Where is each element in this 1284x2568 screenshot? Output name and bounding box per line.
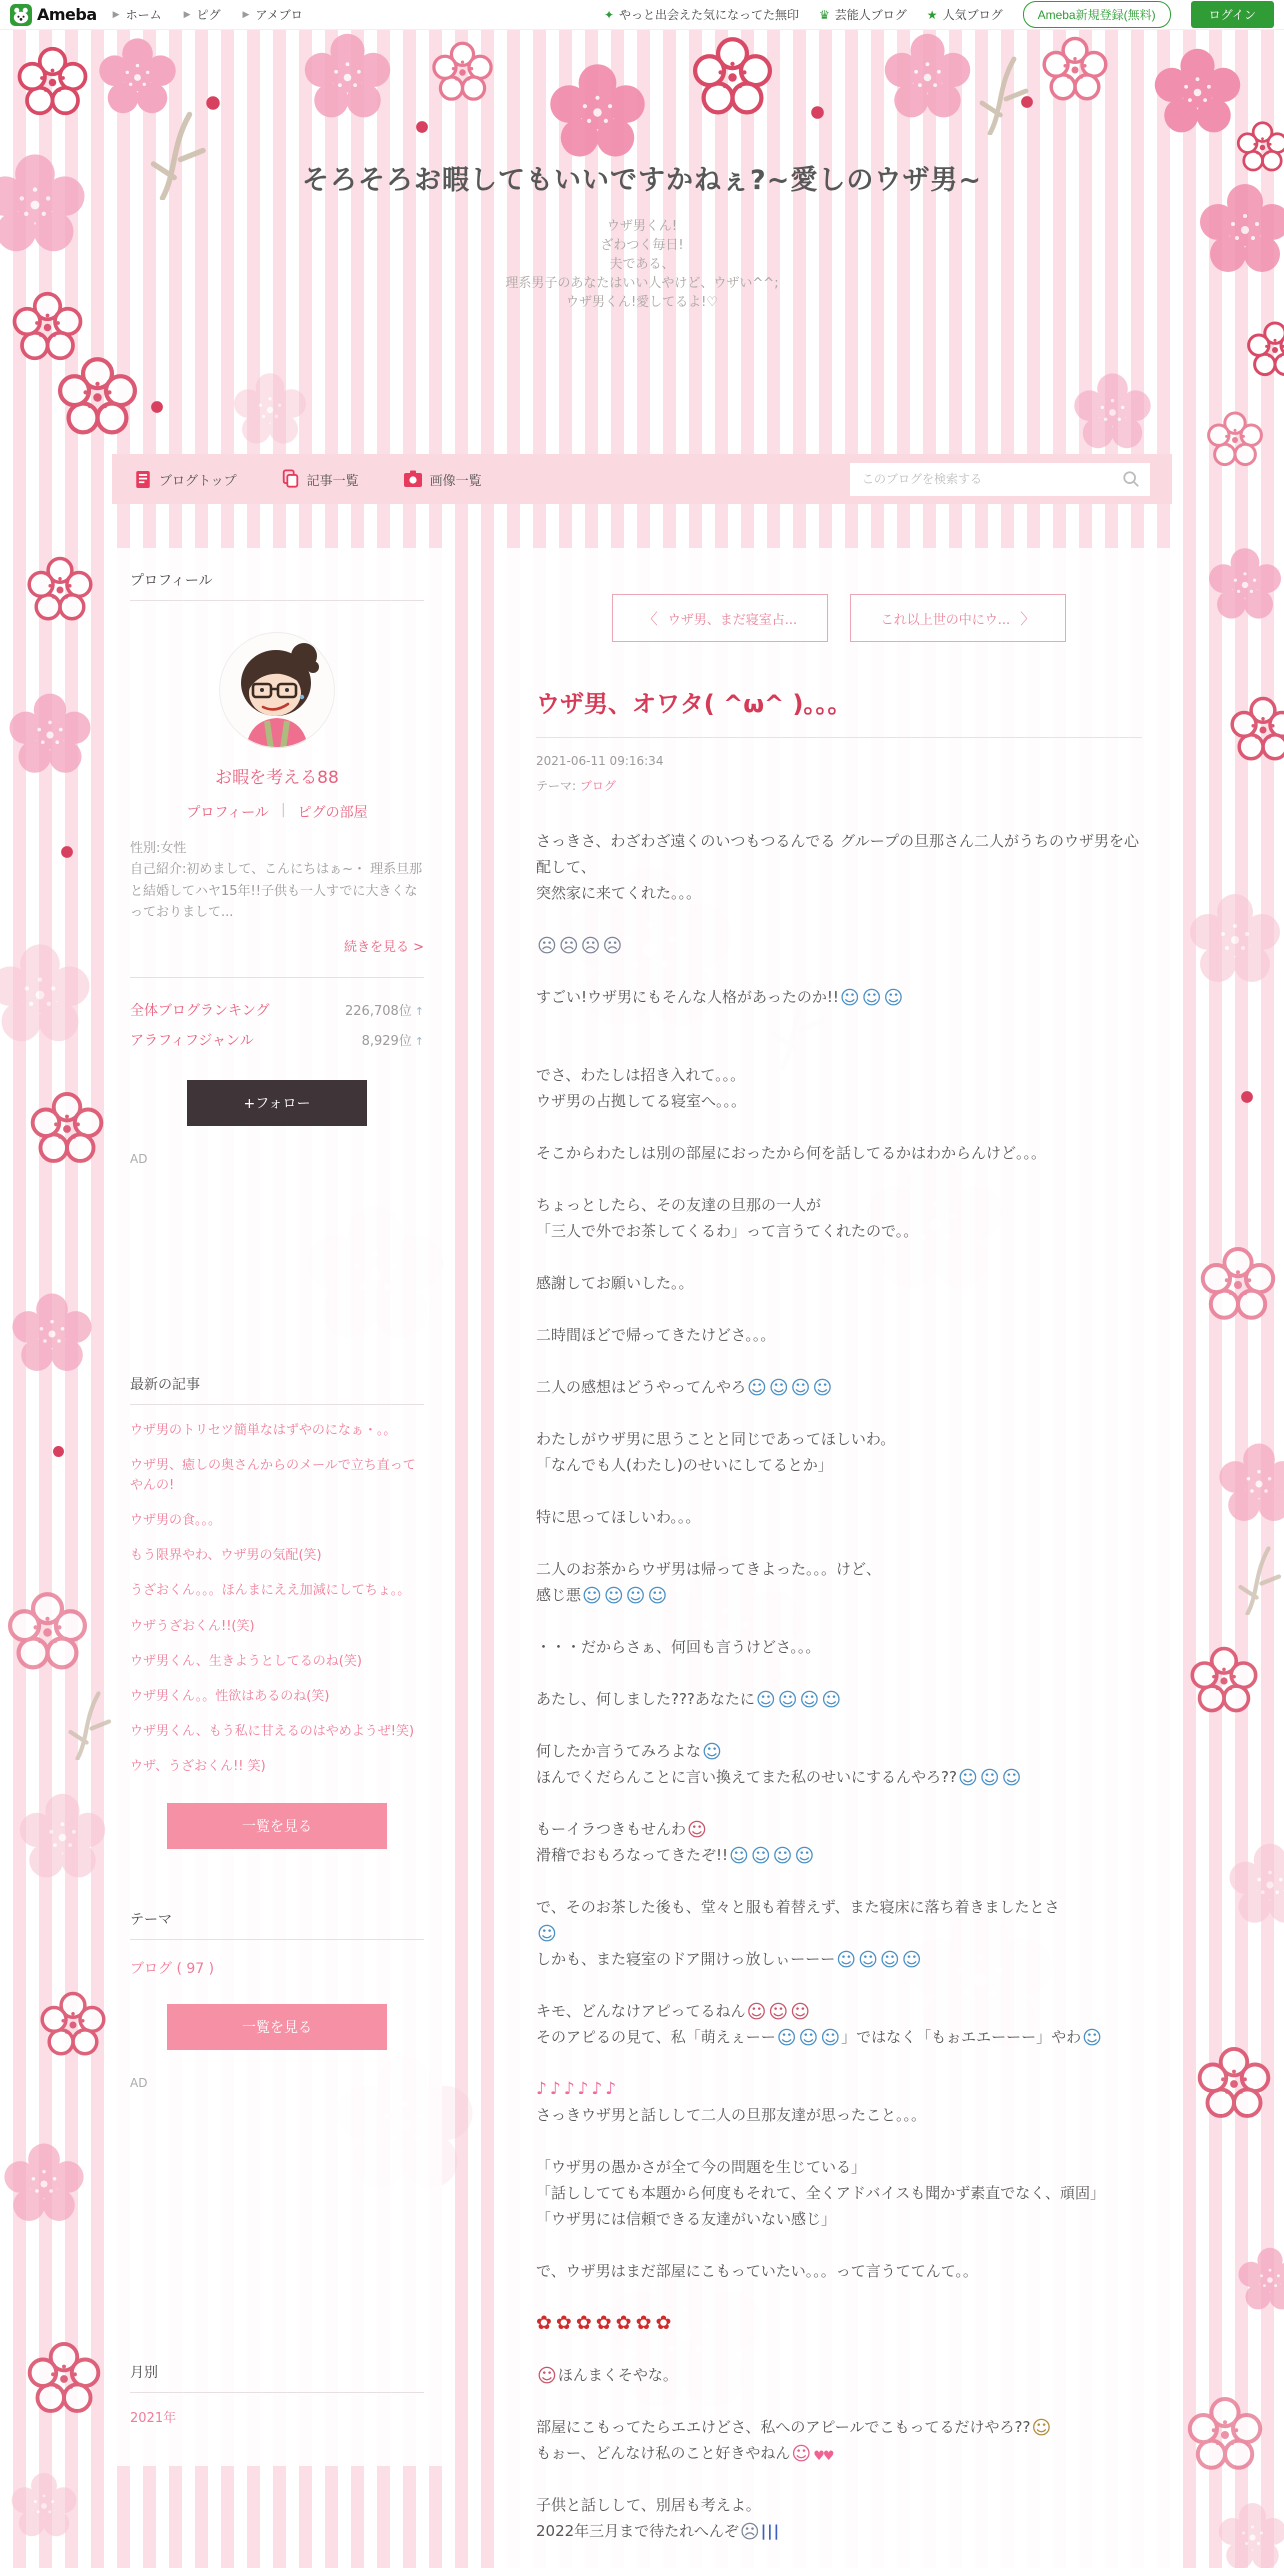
laughing-crying-emoji: ☺	[799, 1689, 820, 1711]
star-icon: ★	[926, 7, 938, 22]
nav-article-list[interactable]: 記事一覧	[281, 469, 359, 489]
post-paragraph	[536, 2284, 1142, 2310]
up-arrow-icon: ↑	[414, 1034, 424, 1048]
plum-blossom-icon	[5, 690, 95, 780]
nav-image-list[interactable]: 画像一覧	[403, 470, 482, 489]
profile-heading: プロフィール	[130, 570, 424, 601]
post-paragraph: さっきウザ男と話しして二人の旦那友達が思ったこと。。。	[536, 2106, 927, 2124]
chevron-left-icon: 〈	[642, 609, 658, 628]
post-paragraph: 二時間ほどで帰ってきたけどさ。。。	[536, 1326, 776, 1344]
post-paragraph: すごい!ウザ男にもそんな人格があったのか!!☺ ☺ ☺	[536, 987, 904, 1009]
laughing-crying-emoji: ☺	[625, 1585, 646, 1607]
prev-post-button[interactable]: 〈 ウザ男、まだ寝室占...	[612, 594, 828, 642]
post-paragraph: 感じ悪☺ ☺ ☺ ☺	[536, 1585, 668, 1607]
triangle-icon: ▶	[183, 9, 191, 20]
plum-blossom-icon	[1235, 2245, 1284, 2315]
plum-blossom-icon	[25, 555, 95, 625]
laughing-crying-emoji: ☺	[777, 1689, 798, 1711]
post-paragraph	[536, 1166, 1142, 1192]
laughing-crying-emoji: ☺	[747, 1377, 767, 1399]
laughing-crying-emoji: ☺	[582, 1585, 602, 1607]
up-arrow-icon: ↑	[414, 1004, 424, 1018]
post-paragraph	[536, 2336, 1142, 2362]
post-paragraph: 「三人で外でお茶してくるわ」って言うてくれたので。。	[536, 1222, 919, 1240]
recent-article-link[interactable]: ウザ男、癒しの奥さんからのメールで立ち直ってやんの!	[130, 1457, 416, 1494]
post-paragraph	[536, 906, 1142, 932]
plum-blossom-icon	[15, 1790, 110, 1885]
recent-articles-list	[130, 1421, 424, 1778]
plum-blossom-icon	[1185, 2395, 1265, 2475]
nav-blog-top[interactable]: ブログトップ	[134, 470, 237, 489]
post-paragraph: ちょっとしたら、その友達の旦那の一人が	[536, 1196, 822, 1214]
laughing-crying-emoji: ☺	[776, 2027, 797, 2049]
plum-blossom-icon	[60, 845, 74, 859]
laughing-crying-emoji: ☺	[883, 987, 904, 1009]
post-paragraph: 滑稽でおもろなってきたぞ!!☺ ☺ ☺ ☺	[536, 1845, 815, 1867]
document-icon	[134, 470, 152, 489]
laughing-crying-emoji: ☺	[861, 987, 882, 1009]
next-post-button[interactable]: これ以上世の中にウ... 〉	[850, 594, 1066, 642]
plum-blossom-icon	[1215, 1440, 1284, 1528]
ranking-genre-link[interactable]: アラフィフジャンル	[130, 1032, 254, 1049]
post-paragraph: しかも、また寝室のドア開けっ放しぃーーー☺ ☺ ☺ ☺	[536, 1949, 922, 1971]
ranking-value: 226,708位	[345, 1003, 412, 1019]
recent-article-link[interactable]: ウザ、うざおくん!! 笑)	[130, 1759, 266, 1775]
plum-blossom-icon	[38, 1990, 108, 2060]
sidebar	[112, 548, 442, 2466]
laughing-crying-emoji: ☺	[836, 1949, 857, 1971]
post-paragraph	[536, 1530, 1142, 1556]
plum-blossom-icon	[0, 940, 95, 1050]
pigg-room-link[interactable]: ピグの部屋	[297, 805, 368, 821]
divider	[130, 977, 424, 978]
kiss-emoji: ☺	[791, 2443, 812, 2465]
laughing-crying-emoji: ☺	[901, 1949, 922, 1971]
post-paragraph: 突然家に来てくれた。。。	[536, 884, 702, 902]
chevron-right-icon: 〉	[1020, 609, 1036, 628]
plum-blossom-icon	[1195, 2045, 1273, 2123]
post-paragraph	[536, 2128, 1142, 2154]
blog-search-input[interactable]	[860, 471, 1122, 487]
post-paragraph: で、ウザ男はまだ部屋にこもっていたい。。。って言うててんて。。	[536, 2262, 978, 2280]
post-paragraph	[536, 2050, 1142, 2076]
plum-blossom-icon	[8, 2470, 80, 2542]
topbar-link-ameblo[interactable]: ▶ アメブロ	[242, 8, 303, 22]
divider: |	[280, 802, 286, 818]
hearts-emoji: ♥♥	[813, 2449, 833, 2464]
ameba-wordmark: Ameba	[37, 5, 97, 24]
monthly-heading: 月別	[130, 2362, 424, 2393]
post-paragraph: あたし、何しました???あなたに☺ ☺ ☺ ☺	[536, 1689, 842, 1711]
laughing-crying-emoji: ☺	[702, 1741, 722, 1763]
tongue-out-emoji: ☺	[790, 2001, 810, 2023]
follow-button[interactable]: +フォロー	[187, 1080, 367, 1126]
ad-label: AD	[130, 1151, 148, 1166]
laughing-crying-emoji: ☺	[979, 1767, 1000, 1789]
recent-article-link[interactable]: ウザ男くん、生きようとしてるのね(笑)	[130, 1653, 362, 1669]
ad-slot	[130, 2090, 424, 2328]
post-paragraph: ・・・だからさぁ、何回も言うけどさ。。。	[536, 1638, 821, 1656]
post-paragraph	[536, 1400, 1142, 1426]
post-paragraph: 「ウザ男には信頼できる友達がいない感じ」	[536, 2210, 837, 2228]
topbar-link-home[interactable]: ▶ ホーム	[112, 8, 162, 22]
ranking-row	[130, 1030, 424, 1050]
laughing-crying-emoji: ☺	[1082, 2027, 1102, 2049]
branch-icon	[1230, 1545, 1284, 1615]
monthly-link-2021[interactable]: 2021年	[130, 2411, 177, 2427]
popular-blog-link[interactable]: ★ 人気ブログ	[926, 7, 1003, 22]
post-date: 2021-06-11 09:16:34	[536, 754, 664, 768]
laughing-crying-emoji: ☺	[790, 1377, 811, 1399]
recent-article-link[interactable]: ウザ男くん、もう私に甘えるのはやめようぜ!笑)	[130, 1724, 415, 1740]
themes-heading: テーマ	[130, 1909, 424, 1940]
plum-blossom-icon	[1228, 695, 1284, 765]
laughing-crying-emoji: ☺	[957, 1767, 978, 1789]
post-paragraph: 部屋にこもってたらエエけどさ、私へのアピールでこもってるだけやろ??☺	[536, 2417, 1052, 2439]
profile-name-link[interactable]: お暇を考える88	[215, 768, 339, 788]
smirk-emoji: ☺	[1031, 2417, 1052, 2439]
laughing-crying-emoji: ☺	[839, 987, 860, 1009]
ameba-bear-icon	[10, 4, 32, 26]
ranking-value: 8,929位	[361, 1033, 412, 1049]
profile-intro: 自己紹介:初めまして、こんにちはぁ~・ 理系旦那と結婚してハヤ15年!!子供も一人すでに大きくなっておりまして...	[130, 862, 423, 921]
content-area	[112, 548, 1172, 2568]
celeb-blog-link[interactable]: ♛ 芸能人ブログ	[819, 7, 907, 22]
plum-blossom-icon	[1225, 1840, 1284, 1930]
triangle-icon: ▶	[242, 9, 250, 20]
plum-blossom-icon	[0, 2140, 88, 2228]
plum-blossom-icon	[52, 1445, 65, 1458]
plum-blossom-icon	[1185, 890, 1284, 990]
post-area	[506, 548, 1172, 2568]
plum-blossom-icon	[28, 1090, 106, 1168]
laughing-crying-emoji: ☺	[537, 1923, 557, 1945]
tongue-out-emoji: ☺	[537, 2365, 557, 2387]
post-paragraph: もぉー、どんなけ私のこと好きやねん☺ ♥♥	[536, 2443, 833, 2465]
blog-description-line: ウザ男くん!愛してるよ!♡	[565, 295, 719, 310]
tongue-out-emoji: ☺	[768, 2001, 789, 2023]
post-paragraph	[536, 1660, 1142, 1686]
post-body	[536, 828, 1142, 2544]
tongue-out-emoji: ☺	[687, 1819, 707, 1841]
signup-button[interactable]: Ameba新規登録(無料)	[1023, 1, 1171, 28]
sparkle-icon: ✦	[603, 7, 614, 22]
post-paragraph	[536, 2466, 1142, 2492]
laughing-crying-emoji: ☺	[879, 1949, 900, 1971]
shocked-face-emoji: ☹	[558, 935, 579, 957]
post-paragraph: ☺ほんまくそやな。	[537, 2365, 678, 2387]
plum-blossom-icon	[1188, 1645, 1260, 1717]
post-paragraph: ほんでくだらんことに言い換えてまた私のせいにするんやろ??☺ ☺ ☺	[536, 1767, 1022, 1789]
post-paragraph: 子供と話しして、別居も考えよ。	[536, 2496, 761, 2514]
plum-blossom-icon	[1205, 545, 1284, 625]
themes-view-all-button[interactable]: 一覧を見る	[167, 2004, 387, 2050]
post-paragraph: 「ウザ男の愚かさが全て今の問題を生じている」	[536, 2158, 867, 2176]
post-paragraph	[536, 1478, 1142, 1504]
pages-icon	[281, 469, 300, 489]
recent-article-link[interactable]: ウザ男の食。。。	[130, 1513, 222, 1529]
profile-link[interactable]: プロフィール	[186, 805, 269, 821]
plum-blossom-icon	[8, 1290, 96, 1378]
post-paragraph: でさ、わたしは招き入れて。。。	[536, 1066, 746, 1084]
laughing-crying-emoji: ☺	[821, 1689, 842, 1711]
plum-blossom-icon	[1215, 2500, 1284, 2568]
divider	[536, 737, 1142, 738]
recent-view-all-button[interactable]: 一覧を見る	[167, 1803, 387, 1849]
blog-description-line: 夫である、	[609, 257, 675, 272]
laughing-crying-emoji: ☺	[858, 1949, 878, 1971]
post-paragraph	[536, 1790, 1142, 1816]
recent-articles-heading: 最新の記事	[130, 1374, 424, 1405]
post-paragraph	[536, 958, 1142, 984]
post-paragraph: 「なんでも人(わたし)のせいにしてるとか」	[536, 1456, 833, 1474]
post-paragraph	[536, 2232, 1142, 2258]
post-paragraph: わたしがウザ男に思うことと同じであってほしいわ。	[536, 1430, 896, 1448]
post-paragraph	[536, 1244, 1142, 1270]
post-paragraph: ウザ男の占拠してる寝室へ。。。	[536, 1092, 747, 1110]
post-paragraph: 何したか言うてみろよな☺	[536, 1741, 722, 1763]
post-title[interactable]: ウザ男、オワタ( ^ω^ )。。。	[536, 690, 852, 718]
shocked-face-emoji: ☹	[580, 935, 601, 957]
post-paragraph: 特に思ってほしいわ。。。	[536, 1508, 701, 1526]
camera-icon	[403, 470, 423, 489]
top-bar	[0, 0, 1284, 30]
recent-article-link[interactable]: ウザ男くん。。性欲はあるのね(笑)	[130, 1688, 330, 1704]
blog-description-line: ざわつく毎日!	[600, 238, 684, 253]
profile-gender: 性別:女性	[130, 841, 187, 856]
triangle-icon: ▶	[112, 9, 120, 20]
theme-link[interactable]: ブログ ( 97 )	[130, 1961, 215, 1978]
post-paragraph	[536, 1712, 1142, 1738]
post-paragraph: 二人の感想はどうやってんやろ☺ ☺ ☺ ☺	[536, 1377, 833, 1399]
post-paragraph: さっきさ、わざわざ遠くのいつもつるんでる グループの旦那さん二人がうちのウザ男を心配して、	[536, 832, 1139, 876]
laughing-crying-emoji: ☺	[755, 1689, 776, 1711]
post-theme-label: テーマ:	[536, 779, 577, 793]
shocked-face-emoji: ☹	[537, 935, 557, 957]
crown-icon: ♛	[819, 7, 830, 22]
post-paragraph	[536, 1608, 1142, 1634]
topbar-link-pigg[interactable]: ▶ ピグ	[183, 8, 221, 22]
blog-description-line: ウザ男くん!	[606, 219, 678, 234]
post-paragraph: で、そのお茶した後も、堂々と服も着替えず、また寝床に落ち着きましたとさ	[536, 1898, 1060, 1916]
post-paragraph	[536, 1296, 1142, 1322]
blog-header	[0, 30, 1284, 454]
recent-article-link[interactable]: ウザうざおくん!!(笑)	[130, 1618, 255, 1634]
blog-description-line: 理系男子のあなたはいい人やけど、ウザい^^;	[505, 276, 779, 291]
post-theme-link[interactable]: ブログ	[579, 779, 616, 793]
ad-slot	[130, 1166, 424, 1374]
plum-blossom-icon	[25, 2340, 103, 2418]
laughing-crying-emoji: ☺	[750, 1845, 771, 1867]
promo-link[interactable]: ✦ やっと出会えた気になってた無印	[603, 7, 800, 22]
ranking-overall-link[interactable]: 全体ブログランキング	[130, 1002, 270, 1019]
ad-label: AD	[130, 2076, 148, 2091]
post-paragraph: もーイラつきもせんわ☺	[536, 1819, 707, 1841]
avatar[interactable]	[218, 631, 336, 749]
tongue-out-emoji: ☺	[746, 2001, 767, 2023]
post-paragraph	[536, 1010, 1142, 1036]
shocked-face-emoji: ☹	[602, 935, 623, 957]
laughing-crying-emoji: ☺	[812, 1377, 833, 1399]
post-paragraph: 「話ししてても本題から何度もそれて、全くアドバイスも聞かず素直でなく、頑固」	[536, 2184, 1105, 2202]
recent-article-link[interactable]: ウザ男のトリセツ簡単なはずやのになぁ・。。	[130, 1422, 397, 1438]
post-paragraph: キモ、どんなけアピってるねん☺ ☺ ☺	[536, 2001, 810, 2023]
post-theme	[536, 777, 1142, 794]
post-paragraph	[536, 1348, 1142, 1374]
post-paragraph: そこからわたしは別の部屋におったから何を話してるかはわからんけど。。。	[536, 1144, 1047, 1162]
laughing-crying-emoji: ☺	[647, 1585, 668, 1607]
post-paragraph: そのアピるの見て、私「萌えぇーー☺ ☺ ☺」ではなく「もぉエエーーー」やわ☺	[536, 2027, 1102, 2049]
post-paragraph	[536, 1972, 1142, 1998]
post-paragraph	[536, 2388, 1142, 2414]
login-button[interactable]: ログイン	[1191, 1, 1274, 28]
plum-blossom-icon	[1240, 1090, 1254, 1104]
gloom-lines-icon: |||	[760, 2522, 781, 2540]
post-paragraph: ♪♪♪♪♪♪	[536, 2079, 620, 2099]
laughing-crying-emoji: ☺	[772, 1845, 793, 1867]
blog-description	[0, 217, 1284, 312]
laughing-crying-emoji: ☺	[1001, 1767, 1022, 1789]
laughing-crying-emoji: ☺	[820, 2027, 841, 2049]
ameba-logo[interactable]	[10, 4, 97, 26]
shocked-face-emoji: ☹	[739, 2521, 760, 2543]
ranking-row	[130, 1000, 424, 1020]
blog-title[interactable]: そろそろお暇してもいいですかねぇ?~愛しのウザ男~	[302, 165, 982, 196]
post-paragraph	[536, 1868, 1142, 1894]
post-paragraph: 2022年三月まで待たれへんぞ☹|||	[536, 2521, 781, 2543]
laughing-crying-emoji: ☺	[603, 1585, 624, 1607]
profile-links	[130, 802, 424, 822]
post-navigation	[536, 594, 1142, 642]
profile-more-link[interactable]: 続きを見る >	[343, 939, 424, 955]
post-paragraph	[536, 932, 1142, 958]
plum-blossom-icon	[5, 1590, 90, 1675]
laughing-crying-emoji: ☺	[768, 1377, 789, 1399]
blog-nav	[112, 454, 1172, 504]
search-icon[interactable]	[1122, 470, 1140, 488]
blog-search-box	[850, 463, 1150, 496]
laughing-crying-emoji: ☺	[798, 2027, 819, 2049]
post-paragraph: 二人のお茶からウザ男は帰ってきよった。。。けど、	[536, 1560, 882, 1578]
post-paragraph	[536, 1920, 1142, 1946]
post-paragraph	[536, 1036, 1142, 1062]
post-paragraph: ✿✿✿✿✿✿✿	[536, 2312, 676, 2334]
recent-article-link[interactable]: うざおくん。。。ほんまにええ加減にしてちょ。。	[130, 1583, 411, 1599]
profile-info	[130, 838, 424, 924]
post-paragraph	[536, 1114, 1142, 1140]
laughing-crying-emoji: ☺	[729, 1845, 749, 1867]
recent-article-link[interactable]: もう限界やわ、ウザ男の気配(笑)	[130, 1548, 322, 1564]
laughing-crying-emoji: ☺	[794, 1845, 815, 1867]
topbar-right	[604, 1, 1274, 28]
post-paragraph: 感謝してお願いした。。	[536, 1274, 694, 1292]
plum-blossom-icon	[1198, 1245, 1278, 1325]
